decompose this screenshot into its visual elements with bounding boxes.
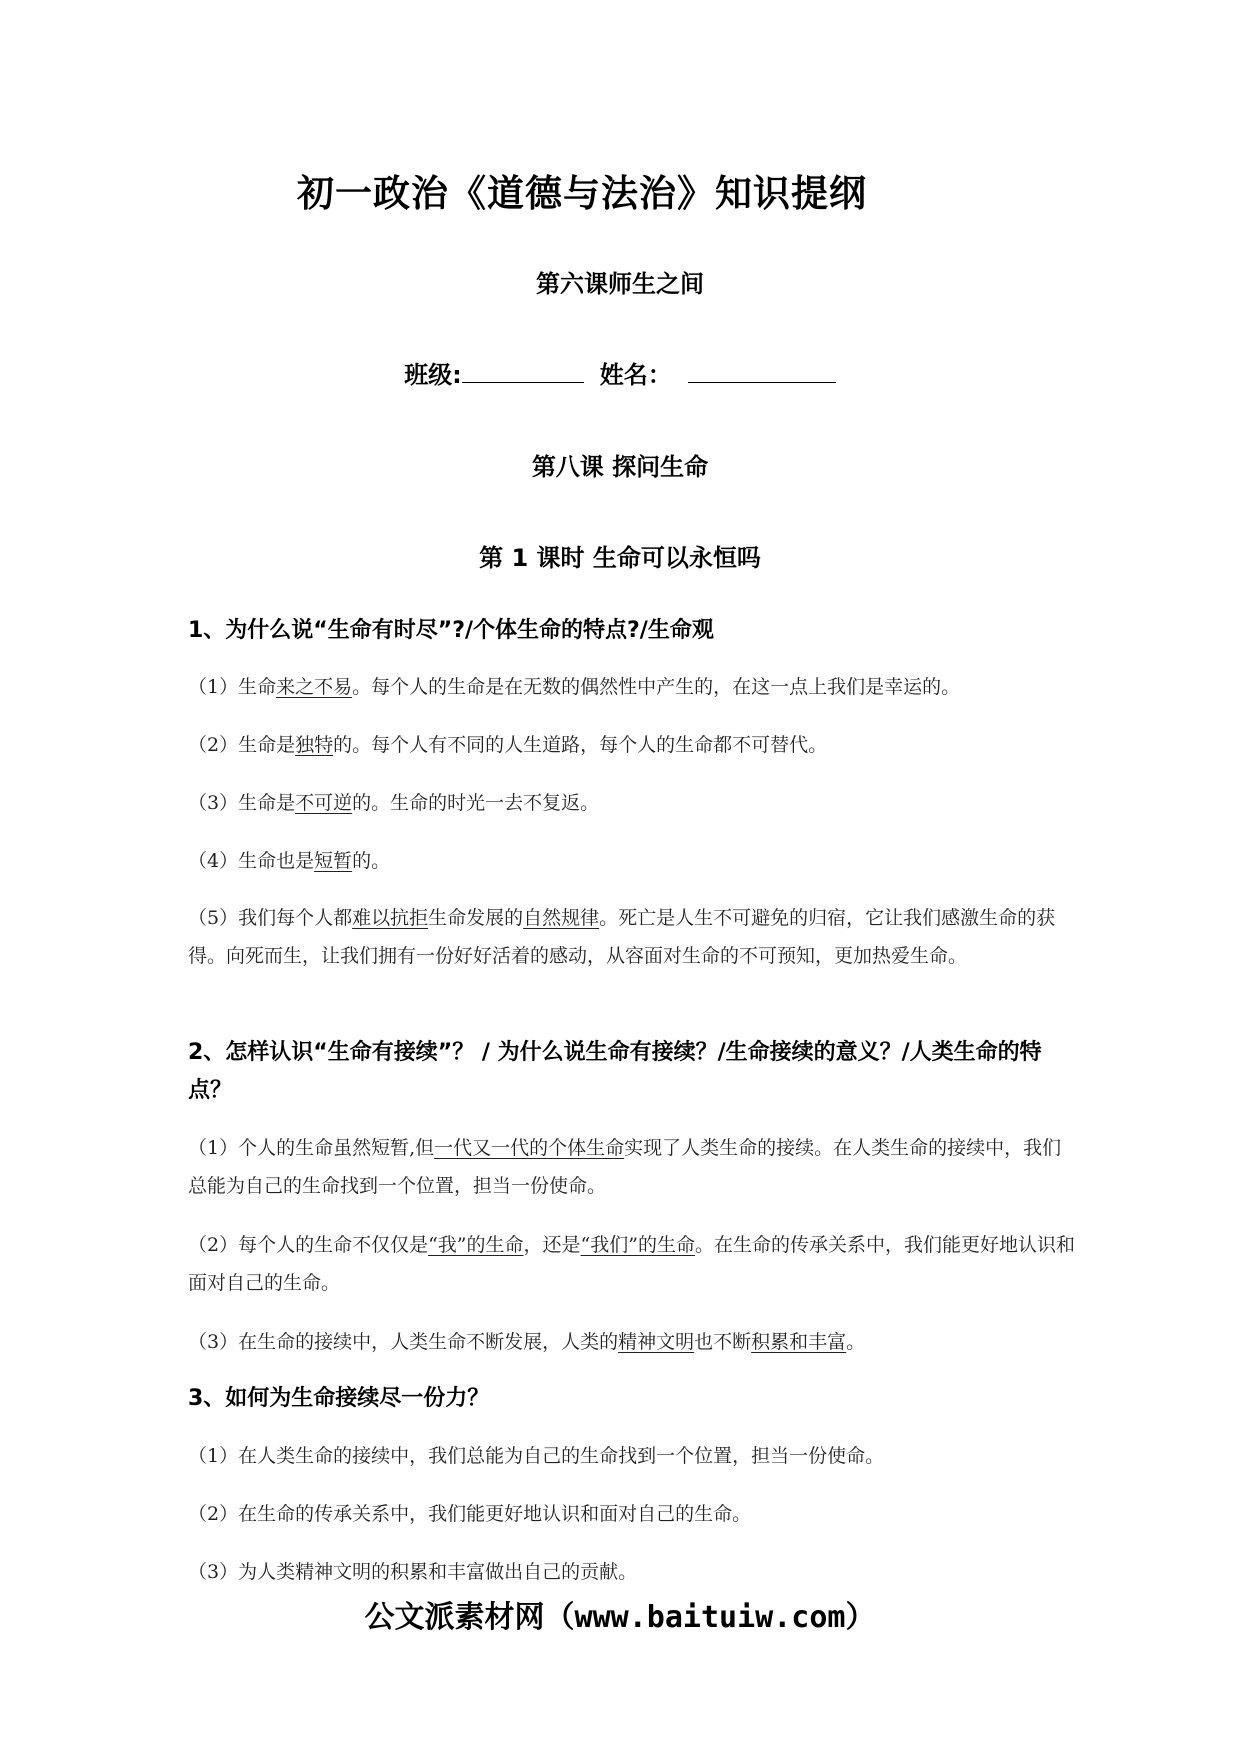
name-label: 姓名： <box>599 361 672 389</box>
text: 生命发展的 <box>428 907 524 929</box>
text: （1）生命 <box>188 676 277 698</box>
section3-heading: 3、如何为生命接续尽一份力？ <box>188 1386 490 1411</box>
text: （3）生命是 <box>188 792 296 814</box>
footer-source <box>0 1592 1240 1636</box>
text: （1）个人的生命虽然短暂,但 <box>188 1137 435 1159</box>
underlined-keyword: “我们”的生命 <box>580 1234 695 1256</box>
text: （5）我们每个人都 <box>188 907 353 929</box>
underlined-keyword: 不可逆 <box>295 792 353 814</box>
section2-item-2 <box>188 1226 1078 1302</box>
underlined-keyword: 积累和丰富 <box>751 1331 847 1353</box>
section3-item-3: （3）为人类精神文明的积累和丰富做出自己的贡献。 <box>188 1561 638 1583</box>
text: 的。 <box>352 850 391 872</box>
class-label: 班级: <box>404 361 462 389</box>
underlined-keyword: 精神文明 <box>618 1331 695 1353</box>
text: 。 <box>846 1331 866 1353</box>
section1-item-1 <box>188 668 1078 706</box>
unit-title: 第八课 探问生命 <box>531 453 709 481</box>
name-blank <box>688 358 836 383</box>
text: 。死亡是人生不可避免的归宿，它让我们感激生命的获得。向死而生，让我们拥有一份好好活着的感动，从容面对生命的不可预知，更加热爱生命。 <box>188 907 1056 967</box>
underlined-keyword: 自然规律 <box>523 907 600 929</box>
section2-item-3 <box>188 1323 1078 1361</box>
underlined-keyword: 短暂 <box>314 850 353 872</box>
section2-item-1 <box>188 1129 1078 1205</box>
section2-heading: 2、怎样认识“生命有接续”？ / 为什么说生命有接续？/生命接续的意义？/人类生命的特点？ <box>188 1040 1042 1103</box>
text: （2）每个人的生命不仅仅是 <box>188 1234 429 1256</box>
document-title: 初一政治《道德与法治》知识提纲 <box>297 172 867 215</box>
section1-item-2 <box>188 726 1078 764</box>
footer-url: www.baituiw.com <box>574 1600 846 1635</box>
section1-item-4 <box>188 842 1078 880</box>
section1-item-5 <box>188 899 1078 975</box>
student-info-line <box>0 355 1240 390</box>
text: 的。每个人有不同的人生道路，每个人的生命都不可替代。 <box>333 734 828 756</box>
text: 实现了人类生命的接续。在人类生命的接续中，我们总能为自己的生命找到一个位置，担当一份使命。 <box>188 1137 1062 1197</box>
underlined-keyword: 独特 <box>295 734 334 756</box>
text: （2）生命是 <box>188 734 296 756</box>
class-blank <box>462 358 584 383</box>
underlined-keyword: 一代又一代的个体生命 <box>434 1137 625 1159</box>
text: 。在生命的传承关系中，我们能更好地认识和面对自己的生命。 <box>188 1234 1075 1294</box>
text: （4）生命也是 <box>188 850 315 872</box>
section3-item-1: （1）在人类生命的接续中，我们总能为自己的生命找到一个位置，担当一份使命。 <box>188 1445 885 1467</box>
underlined-keyword: 难以抗拒 <box>352 907 429 929</box>
footer-close: ） <box>845 1600 876 1635</box>
underlined-keyword: 来之不易 <box>276 676 353 698</box>
section3-item-2: （2）在生命的传承关系中，我们能更好地认识和面对自己的生命。 <box>188 1503 752 1525</box>
text: 的。生命的时光一去不复返。 <box>352 792 600 814</box>
section1-item-3 <box>188 784 1078 822</box>
underlined-keyword: “我”的生命 <box>428 1234 524 1256</box>
footer-site-name: 公文派素材网（ <box>364 1600 575 1635</box>
lesson-title: 第六课师生之间 <box>536 270 704 298</box>
text: （3）在生命的接续中，人类生命不断发展，人类的 <box>188 1331 619 1353</box>
period-title: 第 1 课时 生命可以永恒吗 <box>479 544 761 572</box>
section1-heading: 1、为什么说“生命有时尽”?/个体生命的特点?/生命观 <box>188 618 714 643</box>
text: 也不断 <box>694 1331 752 1353</box>
text: ，还是 <box>523 1234 581 1256</box>
text: 。每个人的生命是在无数的偶然性中产生的，在这一点上我们是幸运的。 <box>352 676 961 698</box>
